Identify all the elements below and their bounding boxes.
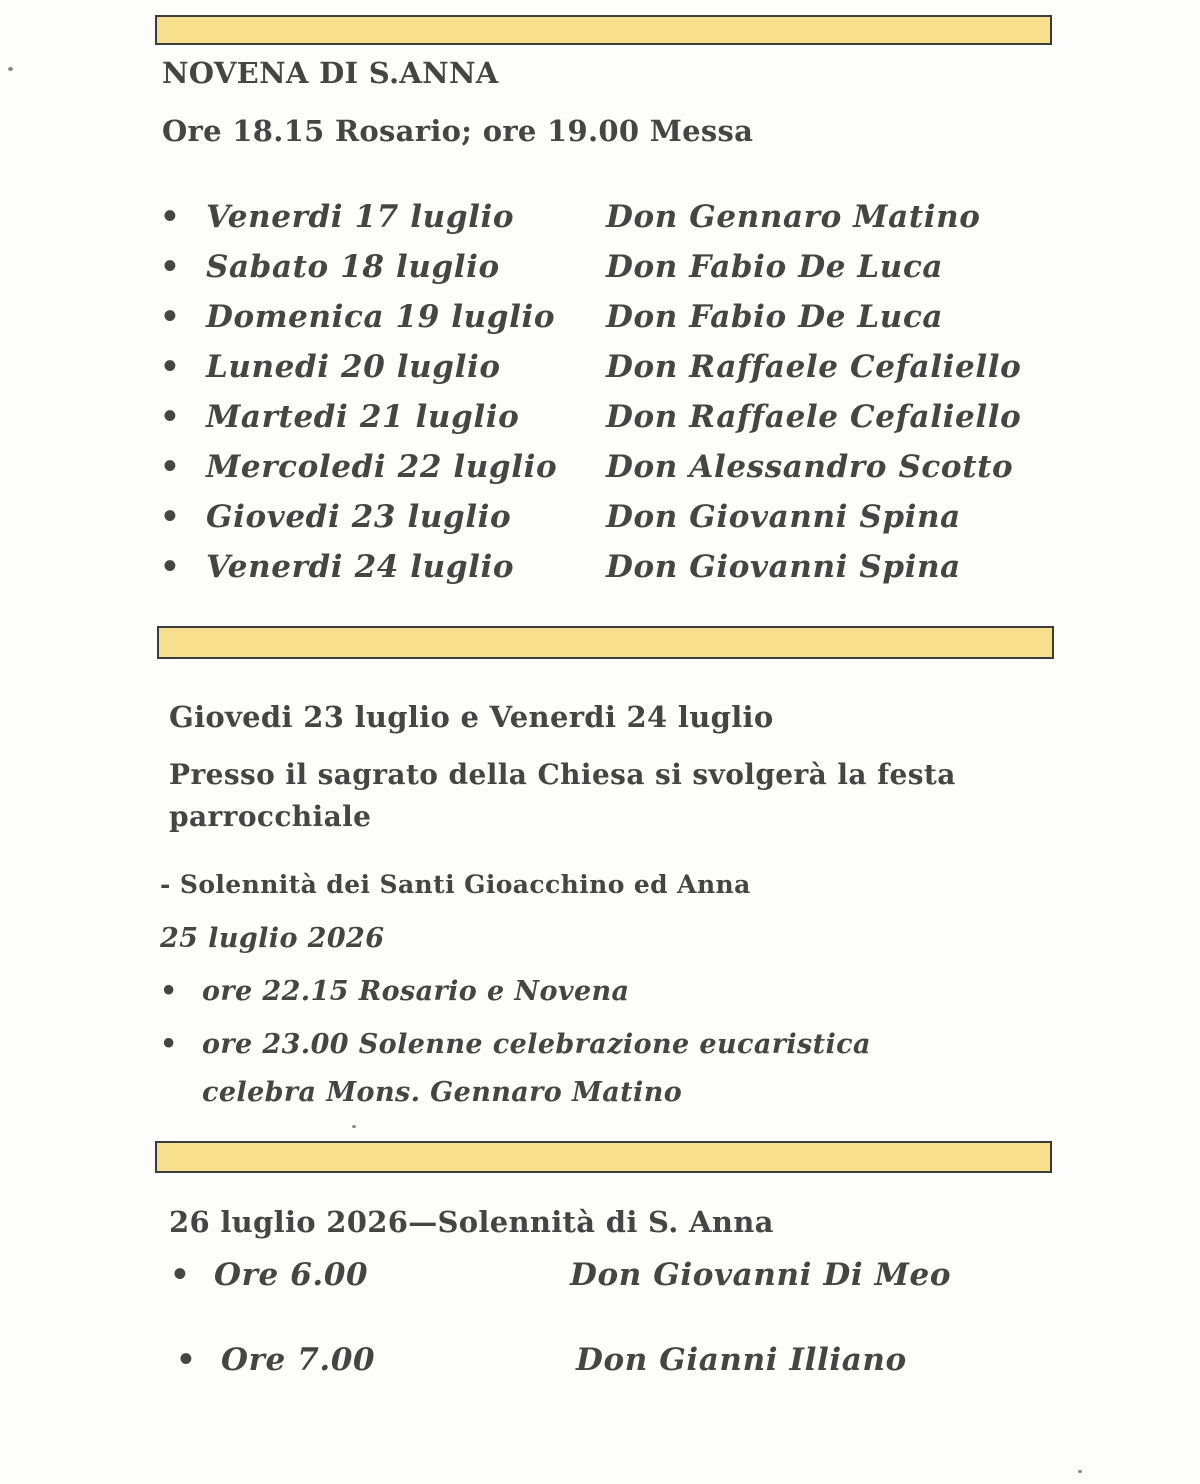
mass-time: Ore 6.00 xyxy=(214,1257,369,1293)
novena-day: Giovedi 23 luglio xyxy=(206,499,512,535)
paper-speck xyxy=(8,67,13,71)
novena-day: Mercoledi 22 luglio xyxy=(206,449,558,485)
novena-priest: Don Gennaro Matino xyxy=(606,199,981,235)
bullet: • xyxy=(160,399,181,435)
festa-item-text: ore 23.00 Solenne celebrazione eucaristica xyxy=(202,1029,871,1060)
novena-day: Martedi 21 luglio xyxy=(206,399,520,435)
festa-description: Presso il sagrato della Chiesa si svolgerà la festa parrocchiale xyxy=(169,758,956,833)
bullet: • xyxy=(160,249,181,285)
novena-day: Venerdi 24 luglio xyxy=(206,549,515,585)
novena-day: Sabato 18 luglio xyxy=(206,249,500,285)
festa-solemnity: - Solennità dei Santi Gioacchino ed Anna xyxy=(160,870,751,899)
novena-priest: Don Fabio De Luca xyxy=(606,299,944,335)
festa-dates: Giovedi 23 luglio e Venerdi 24 luglio xyxy=(169,700,774,734)
divider-band-top xyxy=(155,15,1052,45)
bullet: • xyxy=(160,499,181,535)
bullet: • xyxy=(170,1257,191,1293)
bullet: • xyxy=(160,976,178,1007)
paper-speck xyxy=(1078,1470,1082,1473)
novena-priest: Don Raffaele Cefaliello xyxy=(606,349,1022,385)
divider-band-middle xyxy=(157,626,1054,659)
bullet: • xyxy=(160,549,181,585)
divider-band-bottom xyxy=(155,1141,1052,1173)
bullet: • xyxy=(160,349,181,385)
festa-date: 25 luglio 2026 xyxy=(160,923,385,954)
mass-priest: Don Giovanni Di Meo xyxy=(570,1257,952,1293)
bullet: • xyxy=(160,299,181,335)
bullet: • xyxy=(160,199,181,235)
novena-day: Domenica 19 luglio xyxy=(206,299,556,335)
novena-priest: Don Giovanni Spina xyxy=(606,549,961,585)
novena-priest: Don Fabio De Luca xyxy=(606,249,944,285)
mass-priest: Don Gianni Illiano xyxy=(576,1342,907,1378)
bullet: • xyxy=(160,449,181,485)
novena-day: Lunedi 20 luglio xyxy=(206,349,501,385)
bullet: • xyxy=(160,1029,178,1060)
novena-day: Venerdi 17 luglio xyxy=(206,199,515,235)
sant-anna-title: 26 luglio 2026—Solennità di S. Anna xyxy=(169,1205,774,1239)
paper-speck xyxy=(352,1125,356,1128)
festa-item-text: ore 22.15 Rosario e Novena xyxy=(202,976,630,1007)
novena-priest: Don Alessandro Scotto xyxy=(606,449,1014,485)
novena-priest: Don Giovanni Spina xyxy=(606,499,961,535)
novena-schedule: Ore 18.15 Rosario; ore 19.00 Messa xyxy=(162,114,754,148)
novena-title: NOVENA DI S.ANNA xyxy=(162,56,499,90)
bullet: • xyxy=(176,1342,197,1378)
mass-time: Ore 7.00 xyxy=(221,1342,376,1378)
festa-celebrant-text: celebra Mons. Gennaro Matino xyxy=(202,1077,683,1108)
novena-priest: Don Raffaele Cefaliello xyxy=(606,399,1022,435)
